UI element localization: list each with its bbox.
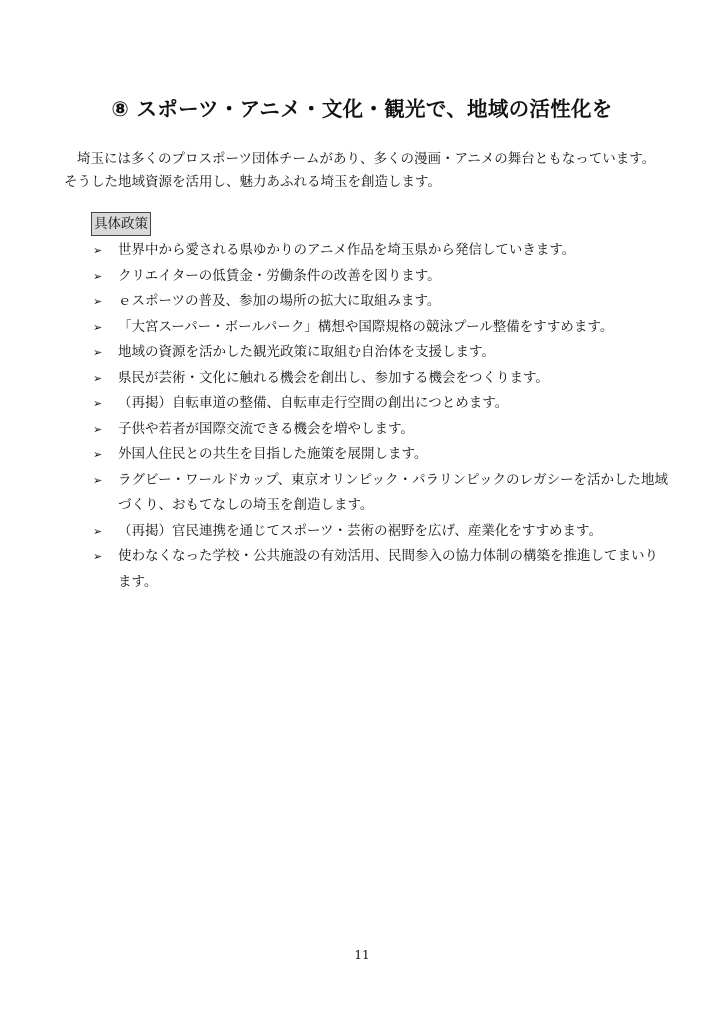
arrow-bullet-icon: ➢ [93, 346, 103, 359]
policy-item [91, 442, 671, 468]
policy-item [91, 468, 671, 519]
policy-text: 「大宮スーパー・ボールパーク」構想や国際規格の競泳プール整備をすすめます。 [118, 318, 614, 335]
policy-text: 子供や若者が国際交流できる機会を増やします。 [118, 420, 414, 437]
policy-text: 使わなくなった学校・公共施設の有効活用、民間参入の協力体制の構築を推進してまいります。 [118, 548, 658, 590]
policy-text: クリエイターの低賃金・労働条件の改善を図ります。 [118, 267, 441, 284]
policy-text: ラグビー・ワールドカップ、東京オリンピック・パラリンピックのレガシーを活かした地域づくり、おもてなしの埼玉を創造します。 [118, 471, 668, 513]
policy-text: 地域の資源を活かした観光政策に取組む自治体を支援します。 [118, 344, 495, 360]
policy-item [91, 391, 671, 417]
arrow-bullet-icon: ➢ [93, 448, 103, 461]
policy-item [91, 366, 671, 392]
policy-list [91, 238, 671, 595]
arrow-bullet-icon: ➢ [93, 524, 103, 538]
arrow-bullet-icon: ➢ [93, 422, 103, 436]
arrow-bullet-icon: ➢ [93, 269, 103, 283]
policy-text: 外国人住民との共生を目指した施策を展開します。 [118, 446, 428, 462]
arrow-bullet-icon: ➢ [93, 550, 103, 563]
policy-text: ｅスポーツの普及、参加の場所の拡大に取組みます。 [118, 293, 441, 309]
arrow-bullet-icon: ➢ [93, 320, 103, 334]
policy-item [91, 264, 671, 290]
arrow-bullet-icon: ➢ [93, 244, 103, 257]
arrow-bullet-icon: ➢ [93, 473, 103, 487]
policy-text: 世界中から愛される県ゆかりのアニメ作品を埼玉県から発信していきます。 [118, 242, 576, 258]
arrow-bullet-icon: ➢ [93, 397, 103, 410]
policy-item [91, 519, 671, 545]
policy-text: （再掲）自転車道の整備、自転車走行空間の創出につとめます。 [118, 395, 509, 411]
section-title: ⑧ スポーツ・アニメ・文化・観光で、地域の活性化を [111, 97, 613, 121]
policy-item [91, 417, 671, 443]
policy-item [91, 289, 671, 315]
intro-paragraph: 埼玉には多くのプロスポーツ団体チームがあり、多くの漫画・アニメの舞台ともなっています。そうした地域資源を活用し、魅力あふれる埼玉を創造します。 [64, 151, 656, 190]
policy-item [91, 340, 671, 366]
arrow-bullet-icon: ➢ [93, 371, 103, 385]
page-number: 11 [354, 948, 370, 962]
policy-text: （再掲）官民連携を通じてスポーツ・芸術の裾野を広げ、産業化をすすめます。 [118, 522, 602, 539]
policy-item [91, 238, 671, 264]
policy-item [91, 315, 671, 341]
policy-item [91, 544, 671, 595]
policy-text: 県民が芸術・文化に触れる機会を創出し、参加する機会をつくります。 [118, 369, 549, 386]
arrow-bullet-icon: ➢ [93, 295, 103, 308]
policy-heading: 具体政策 [91, 212, 151, 236]
